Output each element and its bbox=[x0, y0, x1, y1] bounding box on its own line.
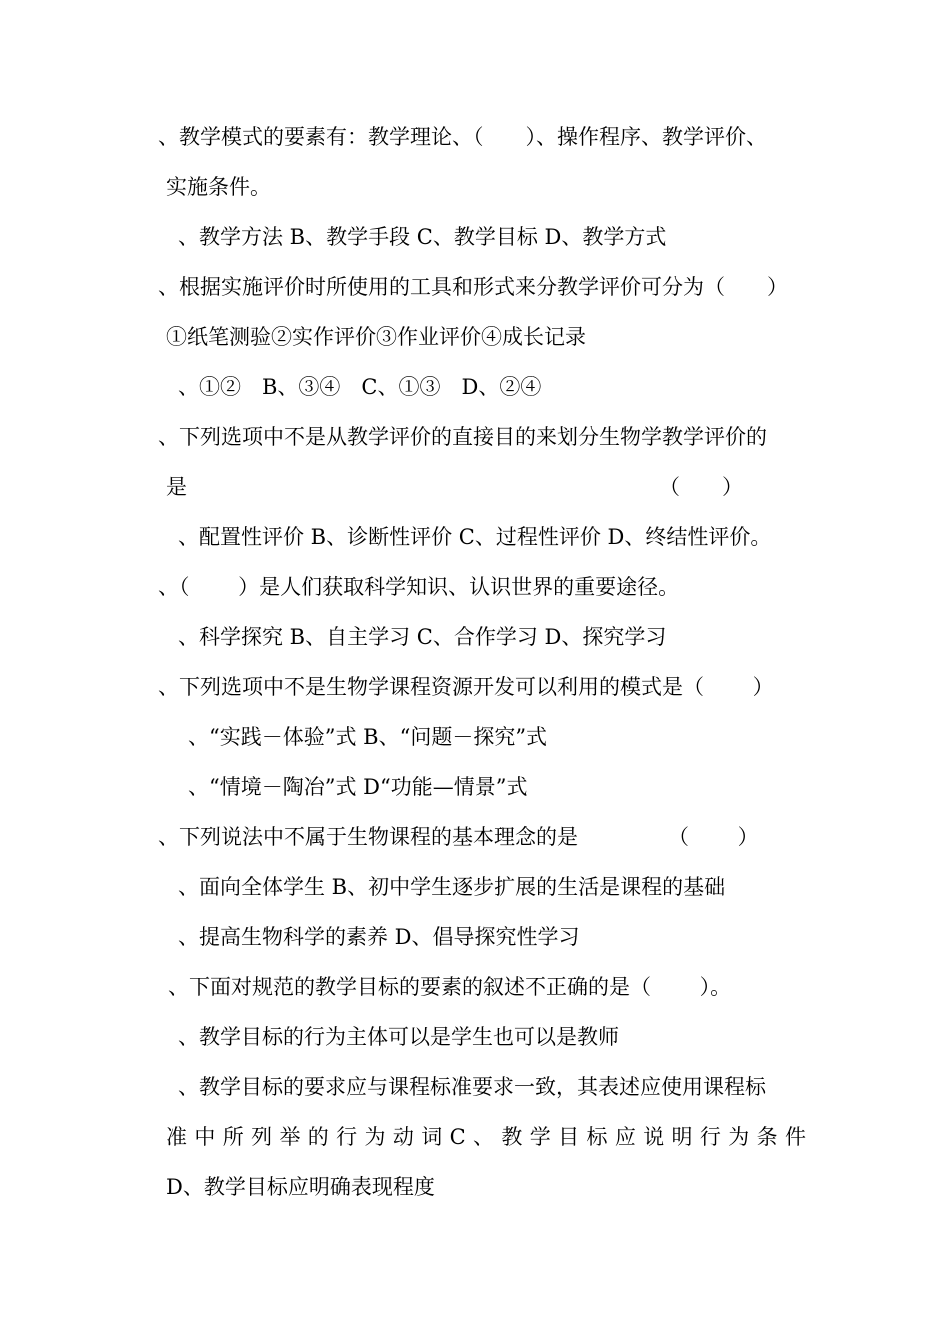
question-1-stem-line-2: 实施条件。 bbox=[166, 175, 271, 199]
question-7-option-b-line-2 bbox=[166, 1123, 806, 1151]
justified-char: C bbox=[449, 1125, 466, 1149]
justified-char: 举 bbox=[279, 1125, 301, 1149]
question-6-options-line-1: 、面向全体学生 B、初中学生逐步扩展的生活是课程的基础 bbox=[178, 875, 726, 899]
justified-char: 标 bbox=[586, 1125, 608, 1149]
question-7-option-b-line-1: 、教学目标的要求应与课程标准要求一致，其表述应使用课程标 bbox=[178, 1075, 766, 1099]
justified-char: 词 bbox=[421, 1125, 443, 1149]
question-3-stem-line-1: 、下列选项中不是从教学评价的直接目的来划分生物学教学评价的 bbox=[158, 425, 767, 449]
question-5-options-line-2: 、“情境－陶冶”式 D“功能—情景”式 bbox=[188, 775, 528, 799]
question-6-options-line-2: 、提高生物科学的素养 D、倡导探究性学习 bbox=[178, 925, 580, 949]
question-3-answer-blank: （ ） bbox=[659, 475, 743, 499]
justified-char: 列 bbox=[251, 1125, 273, 1149]
justified-char: 行 bbox=[336, 1125, 358, 1149]
justified-char: 动 bbox=[392, 1125, 414, 1149]
question-3-stem-line-2: 是 bbox=[166, 475, 187, 499]
question-7-option-a: 、教学目标的行为主体可以是学生也可以是教师 bbox=[178, 1025, 619, 1049]
question-7-stem-line-1: 、下面对规范的教学目标的要素的叙述不正确的是（ ）。 bbox=[168, 975, 732, 999]
justified-char: 条 bbox=[756, 1125, 778, 1149]
justified-char: 为 bbox=[364, 1125, 386, 1149]
question-5-stem-line-1: 、下列选项中不是生物学课程资源开发可以利用的模式是（ ） bbox=[158, 675, 774, 699]
justified-char: 学 bbox=[529, 1125, 551, 1149]
justified-char: 、 bbox=[473, 1125, 495, 1149]
question-2-stem-line-1: 、根据实施评价时所使用的工具和形式来分教学评价可分为（ ） bbox=[158, 275, 788, 299]
justified-char: 说 bbox=[643, 1125, 665, 1149]
question-3-options: 、配置性评价 B、诊断性评价 C、过程性评价 D、终结性评价。 bbox=[178, 525, 772, 549]
justified-char: 所 bbox=[222, 1125, 244, 1149]
question-1-stem-line-1: 、教学模式的要素有：教学理论、（ ）、操作程序、教学评价、 bbox=[158, 125, 767, 149]
question-2-stem-line-2: ①纸笔测验②实作评价③作业评价④成长记录 bbox=[166, 325, 586, 349]
justified-char: 目 bbox=[558, 1125, 580, 1149]
justified-char: 的 bbox=[307, 1125, 329, 1149]
justified-char: 教 bbox=[501, 1125, 523, 1149]
justified-char: 件 bbox=[784, 1125, 806, 1149]
justified-char: 明 bbox=[671, 1125, 693, 1149]
justified-char: 行 bbox=[699, 1125, 721, 1149]
question-4-options: 、科学探究 B、自主学习 C、合作学习 D、探究学习 bbox=[178, 625, 667, 649]
justified-char: 准 bbox=[166, 1125, 187, 1149]
question-5-options-line-1: 、“实践－体验”式 B、“问题－探究”式 bbox=[188, 725, 548, 749]
justified-char: 为 bbox=[728, 1125, 750, 1149]
question-7-option-d: D、教学目标应明确表现程度 bbox=[166, 1175, 435, 1199]
question-4-stem-line-1: 、（ ）是人们获取科学知识、认识世界的重要途径。 bbox=[158, 575, 680, 599]
question-2-options: 、①② B、③④ C、①③ D、②④ bbox=[178, 375, 542, 399]
justified-char: 中 bbox=[194, 1125, 216, 1149]
justified-char: 应 bbox=[614, 1125, 636, 1149]
question-1-options: 、教学方法 B、教学手段 C、教学目标 D、教学方式 bbox=[178, 225, 667, 249]
question-6-answer-blank: （ ） bbox=[668, 825, 759, 849]
question-6-stem-line-1: 、下列说法中不属于生物课程的基本理念的是 bbox=[158, 825, 578, 849]
